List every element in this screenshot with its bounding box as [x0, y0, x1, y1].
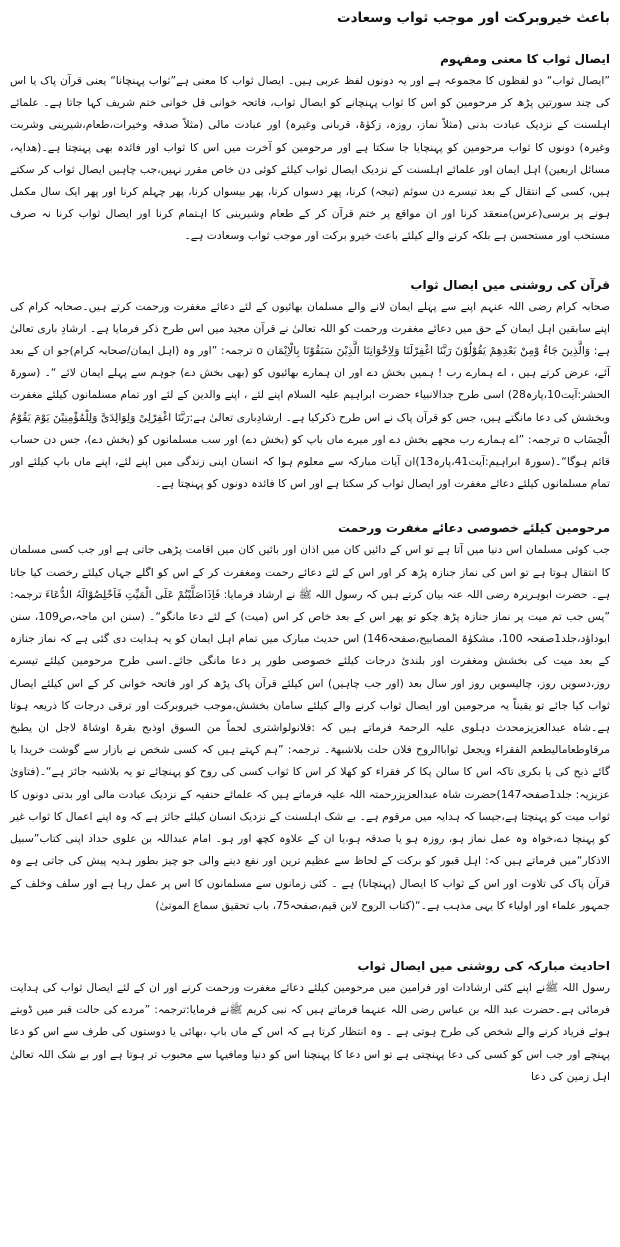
article-title: باعث خیروبرکت اور موجب ثواب وسعادت — [337, 10, 610, 26]
section-quran — [10, 278, 610, 496]
section-special-dua — [10, 521, 610, 916]
section-spacer — [10, 917, 610, 959]
section-heading: قرآن کی روشنی میں ایصال ثواب — [410, 277, 610, 292]
section-body: رسول اللہ ﷺنے اپنے کئی ارشادات اور فرامین میں مرحومین کیلئے دعائے مغفرت ورحمت کرنے اور ان کے لئے ایصال ثواب کی ہدایت فرمائی ہے۔حضرت عبد اللہ بن عباس رضی اللہ عنہما فرماتے ہیں کہ نبی کریم ﷺنے فرمایا:ترجمہ: ”مردے کی حالت قبر میں ڈوبتے ہوئے فریاد کرنے والے شخص کی طرح ہوتی ہے ۔ وہ انتظار کرتا ہے کہ اس کے ماں باپ ،بھائی یا دوستوں کی طرف سے اس کو دعا پہنچے اور جب اس کو کسی کی دعا پہنچتی ہے تو اس دعا کا پہنچنا اس کو دنیا ومافیہا سے محبوب تر ہوتا ہے اور بے شک اللہ تعالیٰ اہل زمین کی دعا — [10, 980, 610, 1083]
section-body: جب کوئی مسلمان اس دنیا میں آتا ہے تو اس کے دائیں کان میں اذان اور بائیں کان میں اقامت پڑھی جاتی ہے اور جب کسی مسلمان کا انتقال ہوتا ہے تو اس کی نماز جنازہ پڑھ کر اور اس کے لئے دعائے رحمت ومغفرت کر کے اس کو اگلے جہاں کیلئے رخصت کیا جاتا ہے۔ حضرت ابوہریرہ رضی اللہ عنہ بیان کرتے ہیں کہ رسول اللہ ﷺ نے ارشاد فرمایا: فَاِذَاصَلَّیْتُمْ عَلَی الْمَیِّتِ فَاَخْلِصُوْالَہُ الدُّعَاءَ ترجمہ: ”پس جب تم میت پر نماز جنازہ پڑھ چکو تو پھر اس کے بعد خاص کر اس (میت) کے لئے دعا مانگو“۔ (سنن ابن ماجہ،ص109، سنن ابوداؤد،جلد1صفحہ 100، مشکوٰۃ المصابیح،صفحہ146) اس حدیث مبارک میں تمام اہل ایمان کو یہ ہدایت دی گئی ہے کہ نماز جنازہ کے بعد میت کی بخشش ومغفرت اور بلندیٔ درجات کیلئے خصوصی طور پر دعا مانگی جائے۔اسی طرح مرحومین کیلئے تیسرے روز،دسویں روز، چالیسویں روز اور سال بعد (اور جب چاہیں) اس کیلئے قرآن پاک پڑھ کر اور فاتحہ خوانی کر کے اس کیلئے ایصال ثواب کیا جائے تو یقیناً یہ مرحومین اور ایصال ثواب کرنے والے کیلئے سامان بخشش،موجب خیروبرکت اور ترقی درجات کا ذریعہ ہوتا ہے۔شاہ عبدالعزیزمحدث دہلوی علیہ الرحمۃ فرماتے ہیں کہ :فلانولواشتری لحماً من السوق اوذبح بقرۃ اوشاۃ لاجل ان یطبخ مرقاوطعامالیطعم الفقراء ویجعل ثواباالروح فلان حلت بلاشبھۃ۔ ترجمہ: ”ہم کہتے ہیں کہ کسی شخص نے بازار سے گوشت خریدا یا گائے ذبح کی یا بکری تاکہ اس کا سالن پکا کر فقراء کو کھلا کر اس کا ثواب کسی کی روح کو پہنچائے تو یہ بلاشبہ جائز ہے“۔(فتاویٰ عزیزیہ: جلد1صفحہ147)حضرت شاہ عبدالعزیزرحمتہ اللہ علیہ فرماتے ہیں کہ علمائے حنفیہ کے نزدیک عبادت مالی اور بدنی دونوں کا ثواب میت کو پہنچتا ہے،جیسا کہ ہدایہ میں مرقوم ہے۔ بے شک اہلسنت کے نزدیک انسان کیلئے جائز ہے کہ وہ اپنے اعمال کا ثواب غیر کو پہنچا دے،خواہ وہ عمل نماز ہو، روزہ ہو یا صدقہ ہو،یا ان کے علاوہ کچھ اور ہو۔ امام عبداللہ بن علوی حداد اپنی کتاب”سبیل الاذکار“میں فرماتے ہیں کہ: اہل قبور کو برکت کے لحاظ سے عظیم ترین اور نفع دینے والی جو چیز بطور ہدیہ پیش کی جاتی ہے وہ قرآن پاک کی تلاوت اور اس کے ثواب کا ایصال (پہنچانا) ہے ۔ کئی زمانوں سے مسلمانوں کا اس پر عمل رہا ہے اور سلف وخلف کے جمہور علماء اور اولیاء کا یہی مذہب ہے۔“(کتاب الروح لابن قیم،صفحہ75، باب تحقیق سماع الموتیٰ) — [10, 543, 610, 912]
section-body: صحابہ کرام رضی اللہ عنہم اپنے سے پہلے ایمان لانے والے مسلمان بھائیوں کے لئے دعائے مغفرت ورحمت کرتے ہیں۔صحابہ کرام کی اپنے سابقین اہل ایمان کے حق میں دعائے مغفرت ورحمت کو اللہ تعالیٰ نے قرآن مجید میں اس طرح ذکر فرمایا ہے۔ ارشادِ باری تعالیٰ ہے: وَالَّذِینَ جَاءُ وْمِنْ بَعْدِھِمْ یَقُوْلُوْنَ رَبَّنَا اغْفِرْلَنَا وَلِاِخْوَانِنَا الَّذِیْنَ سَبَقُوْنَا بِالْاِیْمَان o ترجمہ: ”اور وہ (اہل ایمان/صحابہ کرام)جو ان کے بعد آئے، عرض کرتے ہیں ، اے ہمارے رب ! ہمیں بخش دے اور ان ہمارے بھائیوں کو (بھی بخش دے) جوہم سے پہلے ایمان لائے “۔ (سورۃ الحشر:آیت10،پارہ28) اسی طرح جدالانبیاء حضرت ابراہیم علیہ السلام اپنے لئے ، اپنے والدین کے لئے اور تمام مسلمانوں کیلئے مغفرت وبخشش کی دعا مانگتے ہیں، جس کو قرآن پاک نے اس طرح ذکرکیا ہے۔ ارشادِباری تعالیٰ ہے:رَبَّنَا اغْفِرْلِیْ وَلِوَالِدَیَّ وَلِلْمُؤْمِنِیْنَ یَوْمَ یَقُوْمُ الْحِسَاب o ترجمہ: ”اے ہمارے رب مجھے بخش دے اور میرے ماں باپ کو (بخش دے) اور سب مسلمانوں کو (بخش دے)، جس دن حساب قائم ہوگا“۔(سورۃ ابراہیم:آیت41،پارہ13)ان آیات مبارکہ سے معلوم ہوا کہ انسان اپنی زندگی میں اپنے لئے، اپنے ماں باپ کیلئے اور تمام مسلمانوں کیلئے دعائے مغفرت اور ایصال ثواب کر سکتا ہے اور اس کا فائدہ دونوں کو پہنچتا ہے۔ — [10, 299, 611, 491]
section-heading: ایصال ثواب کا معنی ومفہوم — [440, 52, 610, 66]
section-spacer — [10, 495, 610, 521]
section-meaning — [10, 52, 610, 248]
section-spacer — [10, 248, 610, 278]
section-heading: مرحومین کیلئے خصوصی دعائے مغفرت ورحمت — [337, 521, 610, 536]
section-hadith — [10, 959, 610, 1088]
section-body: ”ایصال ثواب“ دو لفظوں کا مجموعہ ہے اور یہ دونوں لفظ عربی ہیں۔ ایصال ثواب کا معنی ہے”ثواب پہنچانا“ یعنی قرآن پاک یا اس کی چند سورتیں پڑھ کر مرحومین کو اس کا ثواب پہنچانے کو ایصال ثواب، فاتحہ خوانی قل خوانی ختم شریف کہا جاتا ہے۔ علمائے اہلسنت کے نزدیک عبادت بدنی (مثلاً نماز، روزہ، زکوٰۃ، قربانی وغیرہ) اور عبادت مالی (مثلاً صدقہ وخیرات،طعام،شیرینی وشربت وغیرہ) دونوں کا ثواب مرحومین کو پہنچایا جا سکتا ہے اور مرحومین کو آخرت میں اس کا ثواب اور فائدہ بھی پہنچتا ہے۔(ھدایہ، مسائل اربعین) اہل ایمان اور علمائے اہلسنت کے نزدیک ایصال ثواب کیلئے کوئی دن خاص مقرر نہیں،جب چاہیں ایصال ثواب کر سکتے ہیں، کسی کے انتقال کے بعد تیسرے دن سوئم (تیجہ) کرنا، پھر دسواں کرنا، پھر بیسواں کرنا، پھر چہلم کرنا اور پھر ایک سال مکمل ہونے پر برسی(عرس)منعقد کرنا اور ان مواقع پر ختم قرآن کر کے طعام وشیرینی کا اہتمام کرنا اور ایصال ثواب کرنا نہ صرف مستحب اور مستحسن ہے بلکہ کرنے والے کیلئے باعث خیرو برکت اور موجب ثواب وسعادت ہے۔ — [10, 74, 610, 243]
section-heading: احادیث مبارکہ کی روشنی میں ایصال ثواب — [357, 958, 610, 973]
